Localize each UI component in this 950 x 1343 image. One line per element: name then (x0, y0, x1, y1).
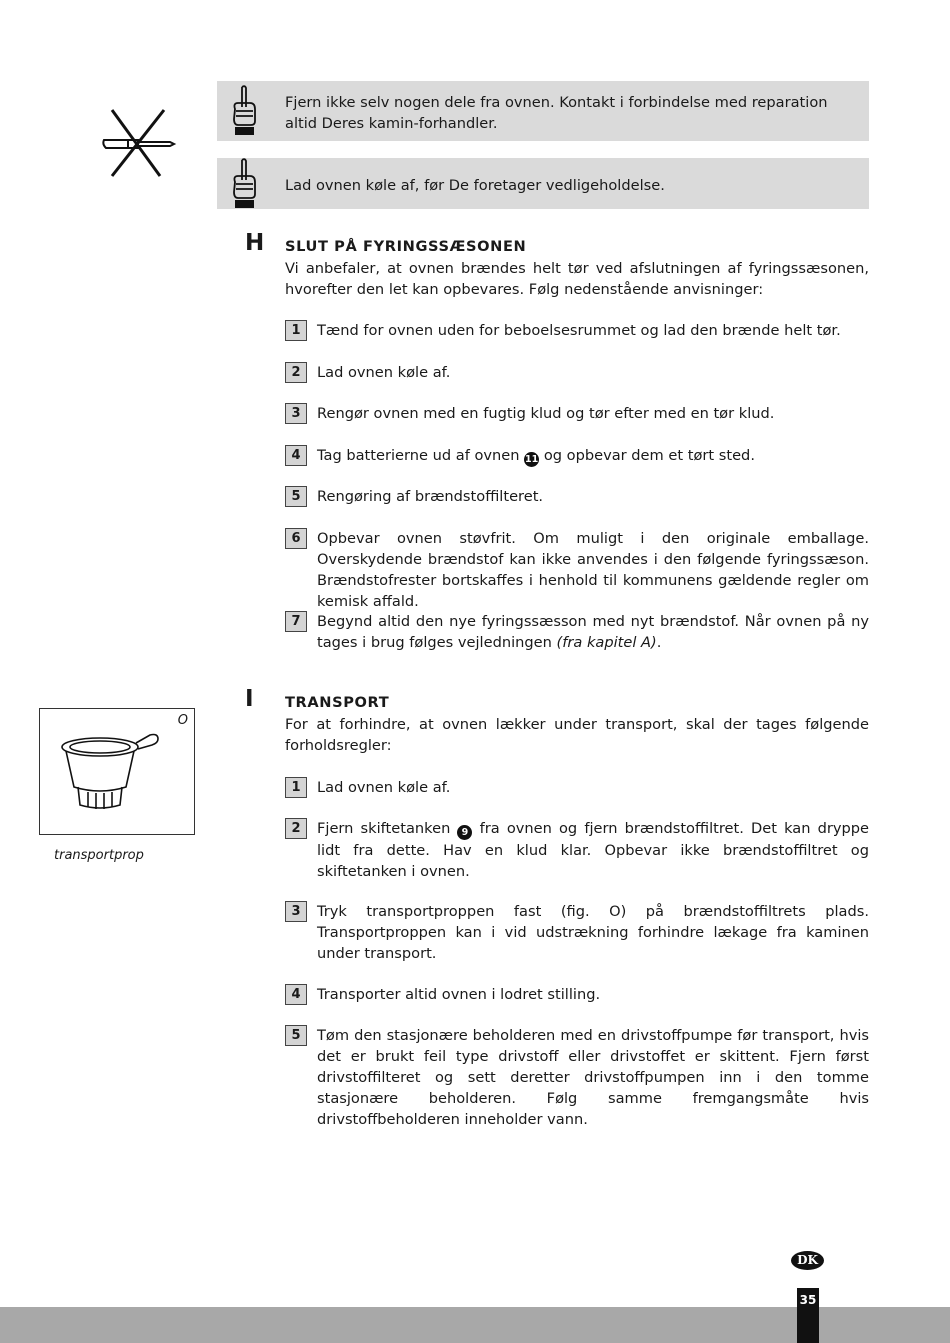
figure-label: O (177, 713, 188, 728)
step-number: 4 (285, 984, 307, 1005)
step-number: 2 (285, 818, 307, 839)
step-text (317, 611, 869, 653)
step-item (285, 528, 869, 612)
pointing-finger-icon (229, 85, 259, 137)
step-item (285, 777, 869, 798)
step-item (285, 403, 869, 424)
section-letter: I (245, 686, 254, 712)
section-intro: Vi anbefaler, at ovnen brændes helt tør ved afslutningen af fyringssæsonen, hvorefter den let kan opbevares. Følg nedenstående anvisninger: (285, 260, 869, 298)
step-text: Lad ovnen køle af. (317, 779, 451, 796)
page-number: 35 (797, 1288, 819, 1343)
step-item (285, 320, 869, 341)
reference-number-badge: 11 (525, 454, 539, 465)
figure-caption: transportprop (54, 848, 144, 863)
step-number: 1 (285, 777, 307, 798)
step-text: Opbevar ovnen støvfrit. Om muligt i den originale emballage. Overskydende brændstof kan ikke anvendes i den følgende fyringssæson. Brændstofrester bortskaffes i henhold til kommunens gældende regler om kemisk affald. (317, 530, 869, 610)
step-text-part: Begynd altid den nye fyringssæsson med nyt brændstof. Når ovnen på ny tages i brug følges vejledningen (317, 613, 869, 651)
step-item (285, 1025, 869, 1130)
step-number: 5 (285, 486, 307, 507)
step-number: 4 (285, 445, 307, 466)
step-number: 2 (285, 362, 307, 383)
transport-plug-icon (58, 729, 168, 811)
step-text: Tøm den stasjonære beholderen med en drivstoffpumpe før transport, hvis det er brukt feil type drivstoff eller drivstoffet er skittent. Fjern først drivstoffilteret og sett deretter drivstoffpumpen inn i den tomme stasjonære beholderen. Følg samme fremgangsmåte hvis drivstoffbeholderen inneholder vann. (317, 1027, 869, 1128)
step-text-part: og opbevar dem et tørt sted. (543, 447, 755, 464)
step-text-part: Fjern skiftetanken (317, 820, 451, 837)
step-text (317, 818, 869, 882)
step-item (285, 611, 869, 653)
section-intro: For at forhindre, at ovnen lækker under transport, skal der tages følgende forholdsregler: (285, 716, 869, 754)
step-text: Rengør ovnen med en fugtig klud og tør efter med en tør klud. (317, 405, 775, 422)
reference-number-badge: 9 (457, 825, 472, 840)
step-text-part: fra ovnen og fjern brændstoffiltret. Det kan dryppe lidt fra dette. Hav en klud klar. Opbevar ikke brændstoffiltret og skiftetanken i ovnen. (317, 820, 870, 880)
warning-note (217, 81, 869, 141)
step-text: Transporter altid ovnen i lodret stilling. (317, 986, 601, 1003)
step-text: Lad ovnen køle af. (317, 364, 451, 381)
warning-note (217, 158, 869, 209)
step-number: 6 (285, 528, 307, 549)
step-text (317, 445, 869, 467)
step-number: 3 (285, 403, 307, 424)
step-number: 7 (285, 611, 307, 632)
step-number: 3 (285, 901, 307, 922)
step-item (285, 901, 869, 964)
step-number: 5 (285, 1025, 307, 1046)
chapter-reference: (fra kapitel A) (556, 634, 657, 651)
note-text: Lad ovnen køle af, før De foretager vedligeholdelse. (285, 177, 665, 194)
step-item (285, 486, 869, 507)
step-text: Tryk transportproppen fast (fig. O) på brændstoffiltrets plads. Transportproppen kan i vid udstrækning forhindre lækage fra kaminen under transport. (317, 903, 869, 962)
step-text-part: Tag batterierne ud af ovnen (317, 447, 520, 464)
step-number: 1 (285, 320, 307, 341)
figure-transport-plug (39, 708, 195, 835)
section-title: TRANSPORT (285, 694, 390, 711)
step-text-part: . (656, 634, 662, 651)
step-item (285, 818, 869, 882)
section-letter: H (245, 230, 265, 256)
no-screwdriver-icon (98, 106, 178, 180)
step-text: Rengøring af brændstoffilteret. (317, 488, 544, 505)
step-item (285, 984, 869, 1005)
note-text: Fjern ikke selv nogen dele fra ovnen. Kontakt i forbindelse med reparation altid Deres kamin-forhandler. (285, 94, 828, 132)
step-item (285, 445, 869, 467)
pointing-finger-icon (229, 158, 259, 210)
language-badge: DK (791, 1251, 824, 1270)
step-text: Tænd for ovnen uden for beboelsesrummet og lad den brænde helt tør. (317, 322, 841, 339)
section-title: SLUT PÅ FYRINGSSÆSONEN (285, 238, 527, 255)
step-item (285, 362, 869, 383)
